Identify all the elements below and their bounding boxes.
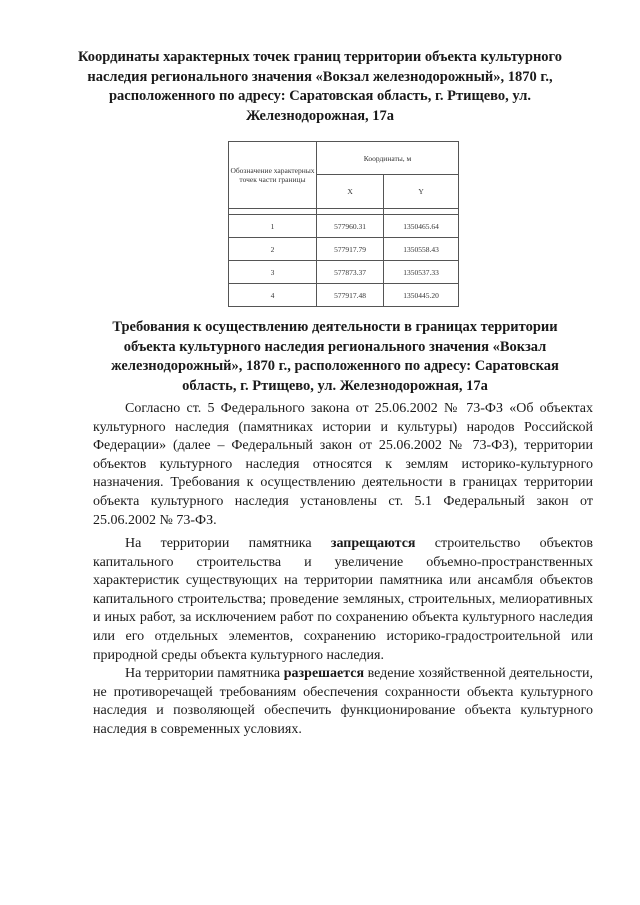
y-cell: 1350445.20 — [384, 284, 459, 307]
permitted-keyword: разрешается — [283, 666, 365, 681]
paragraph-prohibitions — [93, 535, 593, 665]
requirements-title: Требования к осуществлению деятельности в границах территории объекта культурного наследия регионального значения «Вокзал железнодорожный», 1870 г., расположенного по адресу: Саратовская область, г. Ртищево, ул. Железнодорожная, 17а — [111, 319, 559, 394]
paragraph-permissions — [93, 665, 593, 739]
point-cell: 4 — [229, 284, 317, 307]
point-cell: 3 — [229, 261, 317, 284]
y-cell: 1350558.43 — [384, 238, 459, 261]
paragraph-2-start: На территории памятника — [125, 536, 331, 551]
coordinates-title: Координаты характерных точек границ территории объекта культурного наследия регионального значения «Вокзал железнодорожный», 1870 г., расположенного по адресу: Саратовская область, г. Ртищево, ул. Железнодорожная, 17а — [77, 49, 563, 124]
paragraph-3-end: ведение хозяйственной деятельности, не противоречащей требованиям обеспечения сохранности объекта культурного наследия и позволяющей обеспечить функционирование объекта культурного наследия в современных условиях. — [93, 666, 594, 737]
header-point: Обозначение характерных точек части границы — [229, 142, 317, 209]
x-cell: 577960.31 — [317, 215, 384, 238]
point-cell: 2 — [229, 238, 317, 261]
header-coords: Координаты, м — [317, 142, 459, 175]
x-cell: 577873.37 — [317, 261, 384, 284]
paragraph-law-reference: Согласно ст. 5 Федерального закона от 25.06.2002 № 73-ФЗ «Об объектах культурного наследия (памятниках истории и культуры) народов Российской Федерации» (далее – Федеральный закон от 25.06.2002 № 73-ФЗ), территории объектов культурного наследия относятся к землям историко-культурного назначения. Требования к осуществлению деятельности в границах территории объекта культурного наследия установлены ст. 5.1 Федеральный закон от 25.06.2002 № 73-ФЗ. — [93, 401, 593, 528]
x-cell: 577917.79 — [317, 238, 384, 261]
header-y: Y — [384, 175, 459, 209]
x-cell: 577917.48 — [317, 284, 384, 307]
table-row — [229, 215, 459, 238]
y-cell: 1350537.33 — [384, 261, 459, 284]
paragraph-3-start: На территории памятника — [125, 666, 284, 681]
table-row — [229, 284, 459, 307]
table-row — [229, 261, 459, 284]
paragraph-2-end: строительство объектов капитального строительства и увеличение объемно-пространственных характеристик существующих на территории памятника или ансамбля объектов капитального строительства; проведение земляных, строительных, мелиоративных и иных работ, за исключением работ по сохранению объекта культурного наследия или его отдельных элементов, сохранению историко-градостроительной или природной среды объекта культурного наследия. — [93, 536, 593, 663]
point-cell: 1 — [229, 215, 317, 238]
y-cell: 1350465.64 — [384, 215, 459, 238]
table-row — [229, 238, 459, 261]
prohibited-keyword: запрещаются — [330, 536, 416, 551]
coordinates-table — [228, 141, 459, 307]
header-x: X — [317, 175, 384, 209]
